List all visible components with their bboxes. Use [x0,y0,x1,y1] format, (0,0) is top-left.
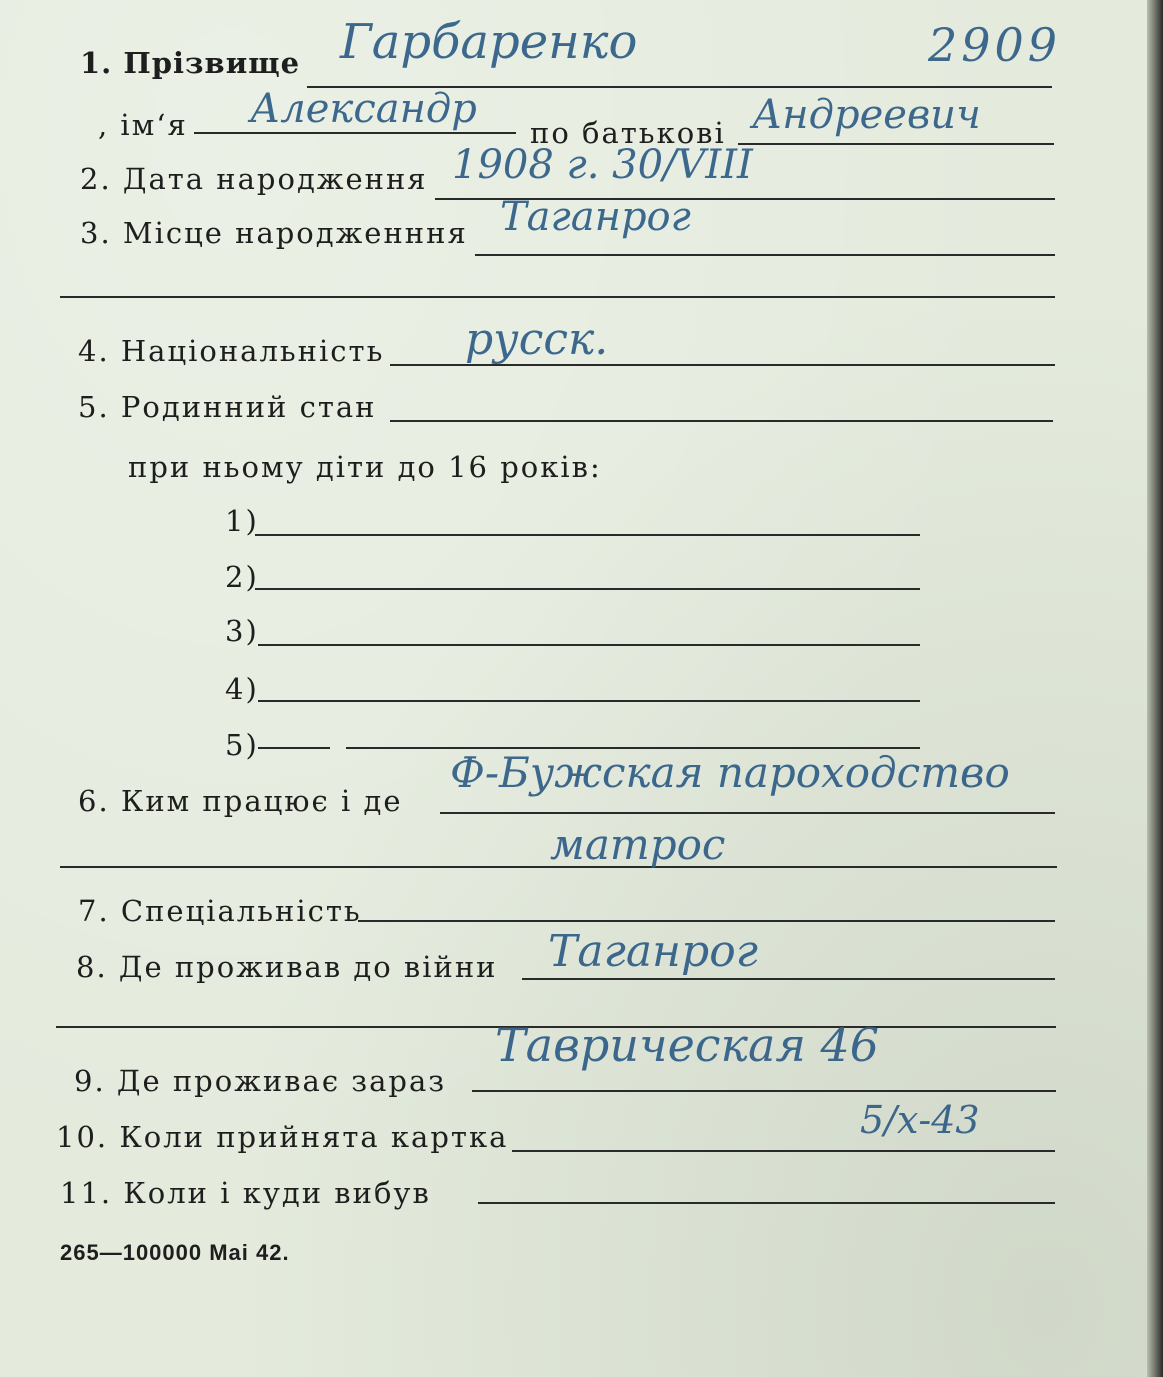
line-patronymic [738,143,1054,145]
line-child-2 [255,588,920,590]
line-residence-now [472,1090,1056,1092]
handwritten-birth-place: Таганрог [500,194,691,240]
line-work [440,812,1055,814]
line-speciality [358,920,1055,922]
line-card-accepted [512,1150,1055,1152]
handwritten-work-line-1: Ф-Бужская пароходство [450,748,1010,797]
handwritten-first-name: Александр [250,86,477,132]
label-card-accepted: 10. Коли прийнята картка [56,1120,509,1154]
label-child-1: 1) [225,504,259,538]
line-birth-place [475,254,1055,256]
label-patronymic: по батькові [530,116,726,150]
line-family-status [390,420,1053,422]
label-child-3: 3) [225,614,259,648]
handwritten-card-date: 5/х-43 [860,1098,980,1142]
label-work: 6. Ким працює і де [78,784,403,818]
label-residence-before: 8. Де проживав до війни [76,950,498,984]
label-family-status: 5. Родинний стан [78,390,377,424]
line-child-1 [255,534,920,536]
label-residence-now: 9. Де проживає зараз [74,1064,447,1098]
line-child-4 [258,700,920,702]
label-birth-place: 3. Місце народженння [80,216,468,250]
label-speciality: 7. Спеціальність [78,894,362,928]
line-birth-place-continued [60,296,1055,298]
label-child-2: 2) [225,560,259,594]
line-departure [478,1202,1055,1204]
handwritten-work-line-2: матрос [550,820,726,869]
label-first-name: , ім‘я [98,108,188,142]
label-nationality: 4. Національність [78,334,385,368]
label-children: при ньому діти до 16 років: [128,450,602,484]
label-surname: 1. Прізвище [80,46,301,80]
handwritten-patronymic: Андреевич [752,92,981,138]
handwritten-surname: Гарбаренко [340,14,638,70]
label-child-4: 4) [225,672,259,706]
label-birth-date: 2. Дата народження [80,162,428,196]
label-child-5: 5) [225,728,259,762]
handwritten-card-number: 2909 [928,18,1062,72]
handwritten-residence-before: Таганрог [548,926,758,977]
line-first-name [194,132,516,134]
handwritten-residence-now: Таврическая 46 [495,1018,880,1072]
print-code: 265—100000 Mai 42. [60,1240,290,1265]
line-residence-before [522,978,1055,980]
card-edge-shadow [1147,0,1163,1377]
handwritten-birth-date: 1908 г. 30/VIII [452,142,753,188]
label-departure: 11. Коли і куди вибув [60,1176,431,1210]
handwritten-nationality: русск. [465,314,609,365]
line-child-5 [258,747,330,749]
line-child-3 [258,644,920,646]
